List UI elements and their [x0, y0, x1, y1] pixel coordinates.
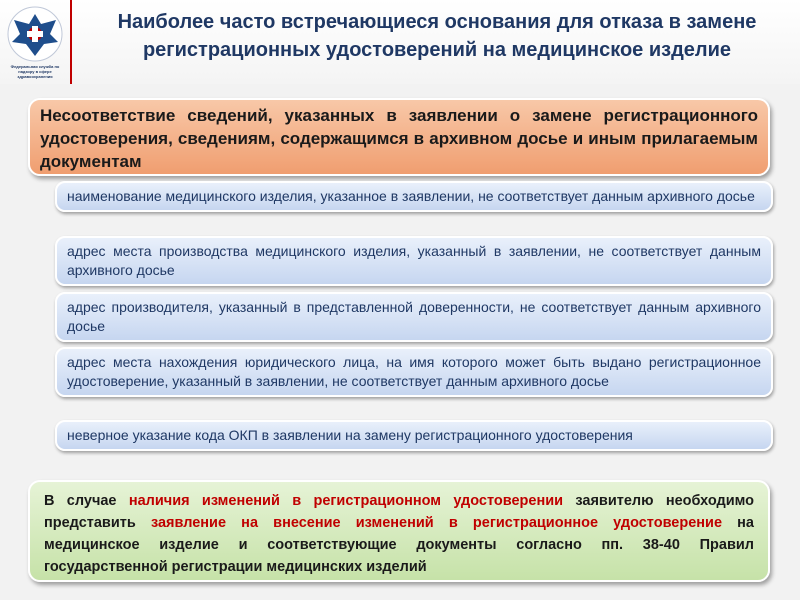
note-text-2: заявителю необходимо представить	[44, 493, 754, 531]
note-panel	[28, 480, 770, 582]
logo-caption: Федеральная служба по надзору в сфере здравоохранения	[10, 64, 60, 79]
note-highlight-1: наличия изменений в регистрационном удостоверении	[128, 493, 564, 509]
reason-item-3: адрес производителя, указанный в представленной доверенности, не соответствует данным архивного досье	[55, 292, 773, 342]
main-reason-text: Несоответствие сведений, указанных в заявлении о замене регистрационного удостоверения, сведениям, содержащимся в архивном досье и иным прилагаемым документам	[40, 106, 758, 171]
reason-item-5: неверное указание кода ОКП в заявлении на замену регистрационного удостоверения	[55, 420, 773, 451]
reason-item-4: адрес места нахождения юридического лица, на имя которого может быть выдано регистрационное удостоверение, указанный в заявлении, не соответствует данным архивного досье	[55, 347, 773, 397]
header-divider	[70, 0, 72, 84]
note-text-1: В случае	[44, 493, 129, 509]
reason-item-2: адрес места производства медицинского изделия, указанный в заявлении, не соответствует данным архивного досье	[55, 236, 773, 286]
reason-item-1: наименование медицинского изделия, указанное в заявлении, не соответствует данным архивного досье	[55, 181, 773, 212]
page-title: Наиболее часто встречающиеся основания для отказа в замене регистрационных удостоверений на медицинское изделие	[117, 11, 757, 61]
main-reason-panel	[28, 98, 770, 176]
header	[0, 0, 800, 84]
note-text-3: на медицинское изделие и соответствующие документы согласно пп. 38-40 Правил государственной регистрации медицинских изделий	[44, 515, 754, 575]
note-highlight-2: заявление на внесение изменений в регистрационное удостоверение	[150, 515, 723, 531]
